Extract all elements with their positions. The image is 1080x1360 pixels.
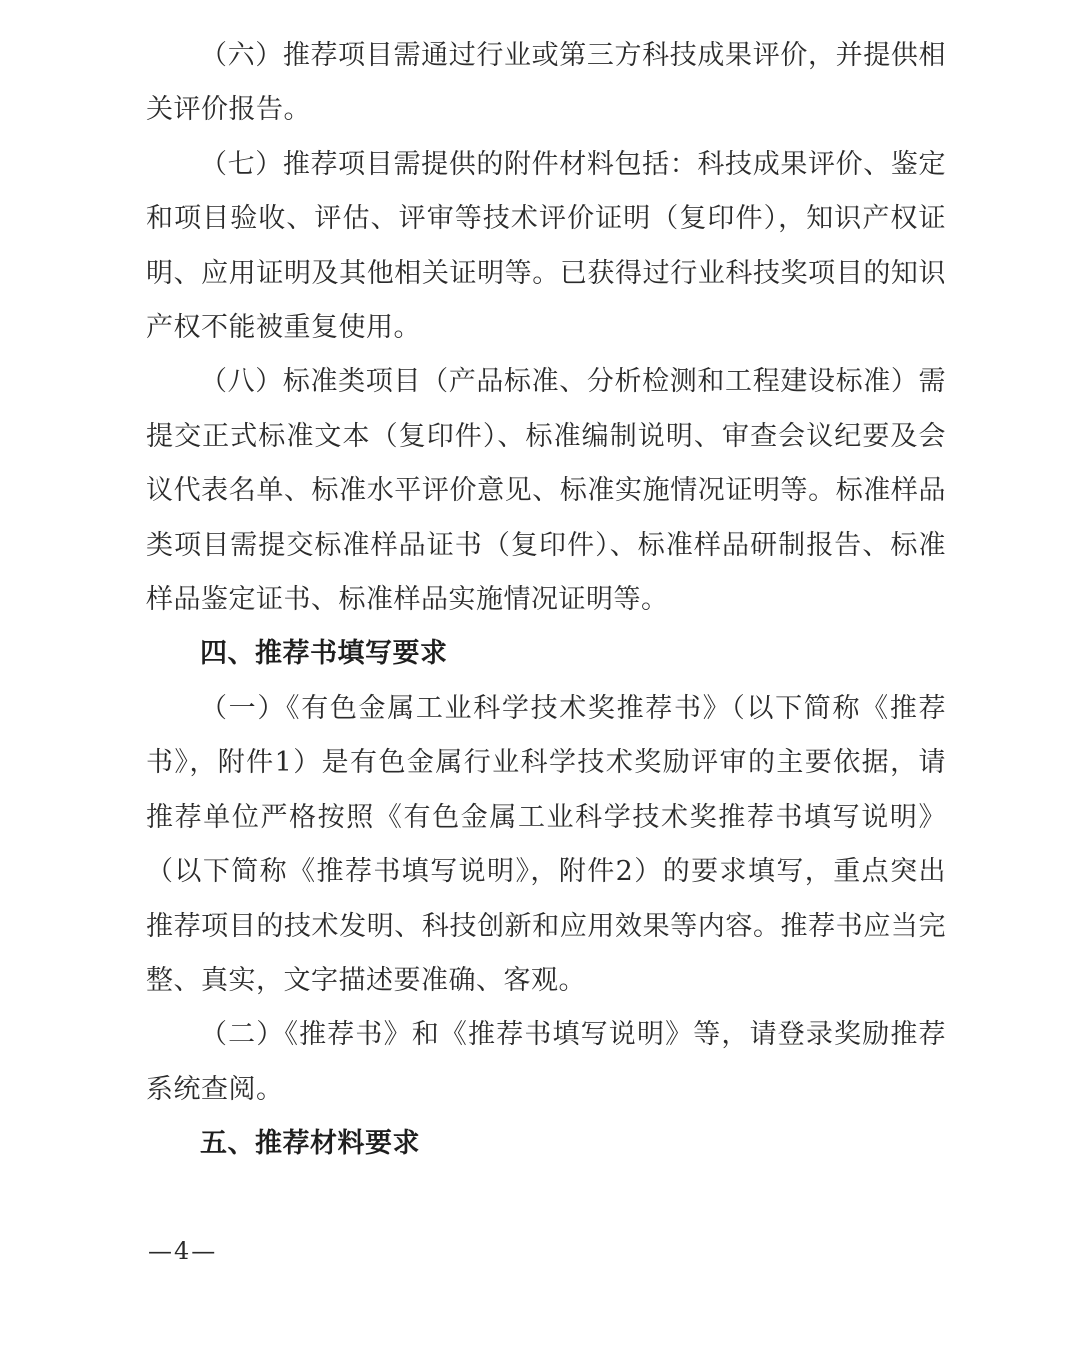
section-heading-5: 五、推荐材料要求 (200, 1128, 420, 1160)
paragraph-6-evaluation-report: （六）推荐项目需通过行业或第三方科技成果评价，并提供相关评价报告。 (146, 40, 946, 126)
paragraph-7-attachments: （七）推荐项目需提供的附件材料包括：科技成果评价、鉴定和项目验收、评估、评审等技术评价证明（复印件），知识产权证明、应用证明及其他相关证明等。已获得过行业科技奖项目的知识产权不能被重复使用。 (146, 148, 946, 344)
page-number: —4— (148, 1237, 218, 1265)
paragraph-4-2-system-access: （二）《推荐书》和《推荐书填写说明》等，请登录奖励推荐系统查阅。 (146, 1019, 946, 1105)
paragraph-4-1-recommendation-form: （一）《有色金属工业科学技术奖推荐书》（以下简称《推荐书》，附件1）是有色金属行业科学技术奖励评审的主要依据，请推荐单位严格按照《有色金属工业科学技术奖推荐书填写说明》（以下简称《推荐书填写说明》，附件2）的要求填写，重点突出推荐项目的技术发明、科技创新和应用效果等内容。推荐书应当完整、真实，文字描述要准确、客观。 (146, 692, 946, 996)
document-body (146, 29, 946, 1172)
section-heading-4: 四、推荐书填写要求 (200, 638, 448, 670)
paragraph-8-standard-projects: （八）标准类项目（产品标准、分析检测和工程建设标准）需提交正式标准文本（复印件）、标准编制说明、审查会议纪要及会议代表名单、标准水平评价意见、标准实施情况证明等。标准样品类项目需提交标准样品证书（复印件）、标准样品研制报告、标准样品鉴定证书、标准样品实施情况证明等。 (146, 366, 946, 616)
